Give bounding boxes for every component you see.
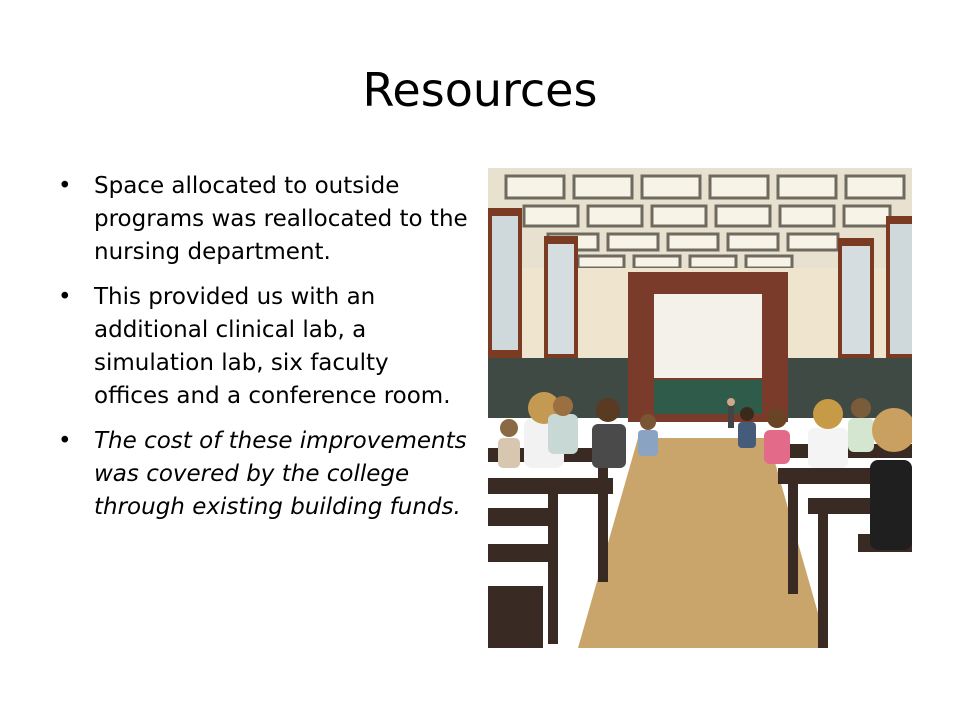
bullet-dot: • [58,173,72,199]
bullet-text: Space allocated to outside programs was reallocated to the nursing department. [94,173,468,265]
bullet-item [58,170,470,269]
slide-title: Resources [362,63,598,117]
bullet-text: This provided us with an additional clinical lab, a simulation lab, six faculty offices and a conference room. [94,284,451,409]
bullet-item [58,281,470,413]
bullet-text: The cost of these improvements was covered by the college through existing building funds. [94,428,467,520]
lecture-hall-photo [488,168,912,648]
bullet-item [58,425,470,524]
bullet-dot: • [58,284,72,310]
bullet-list [58,170,470,536]
bullet-dot: • [58,428,72,454]
